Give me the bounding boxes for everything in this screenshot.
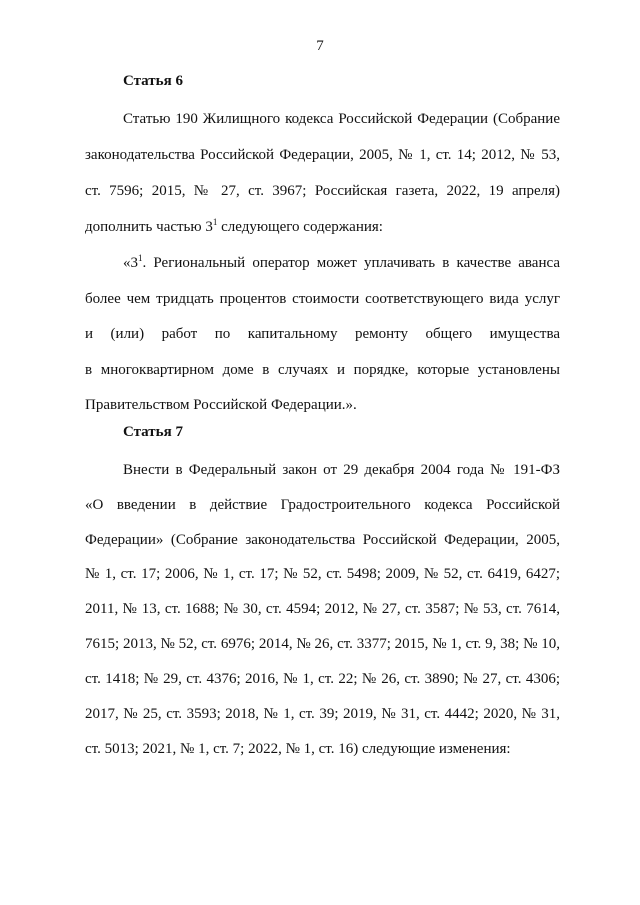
article-7-text-line: Федерации» (Собрание законодательства Российской Федерации, 2005, <box>85 532 560 548</box>
article-7-text-line: ст. 5013; 2021, № 1, ст. 7; 2022, № 1, ст. 16) следующие изменения: <box>85 741 511 757</box>
article-7-text-line: 2011, № 13, ст. 1688; № 30, ст. 4594; 2012, № 27, ст. 3587; № 53, ст. 7614, <box>85 601 560 617</box>
article-6-text-line: законодательства Российской Федерации, 2005, № 1, ст. 14; 2012, № 53, <box>85 147 560 163</box>
article-6-text-line: в многоквартирном доме в случаях и порядке, которые установлены <box>85 362 560 378</box>
article-7-heading: Статья 7 <box>123 424 183 440</box>
article-6-text-line: и (или) работ по капитальному ремонту общего имущества <box>85 326 560 342</box>
article-7-text-line: «О введении в действие Градостроительного кодекса Российской <box>85 497 560 513</box>
superscript: 1 <box>212 217 218 227</box>
article-7-text-line: 7615; 2013, № 52, ст. 6976; 2014, № 26, ст. 3377; 2015, № 1, ст. 9, 38; № 10, <box>85 636 560 652</box>
page-number: 7 <box>316 38 324 54</box>
article-6-text-line: ст. 7596; 2015, № 27, ст. 3967; Российская газета, 2022, 19 апреля) <box>85 183 560 199</box>
article-6-text-line: дополнить частью $3^1$ следующего содержания: <box>85 217 383 235</box>
superscript: 1 <box>138 253 143 263</box>
article-6-text-line: «$3^1$. Региональный оператор может уплачивать в качестве аванса <box>123 253 560 271</box>
article-7-text-line: № 1, ст. 17; 2006, № 1, ст. 17; № 52, ст. 5498; 2009, № 52, ст. 6419, 6427; <box>85 566 560 582</box>
article-6-text-line: Правительством Российской Федерации.». <box>85 397 357 413</box>
article-6-heading: Статья 6 <box>123 73 183 89</box>
article-7-text-line: ст. 1418; № 29, ст. 4376; 2016, № 1, ст. 22; № 26, ст. 3890; № 27, ст. 4306; <box>85 671 560 687</box>
article-6-text-line: более чем тридцать процентов стоимости соответствующего вида услуг <box>85 291 560 307</box>
article-7-text-line: Внести в Федеральный закон от 29 декабря 2004 года № 191-ФЗ <box>123 462 560 478</box>
article-6-text-line: Статью 190 Жилищного кодекса Российской Федерации (Собрание <box>123 111 560 127</box>
article-7-text-line: 2017, № 25, ст. 3593; 2018, № 1, ст. 39; 2019, № 31, ст. 4442; 2020, № 31, <box>85 706 560 722</box>
